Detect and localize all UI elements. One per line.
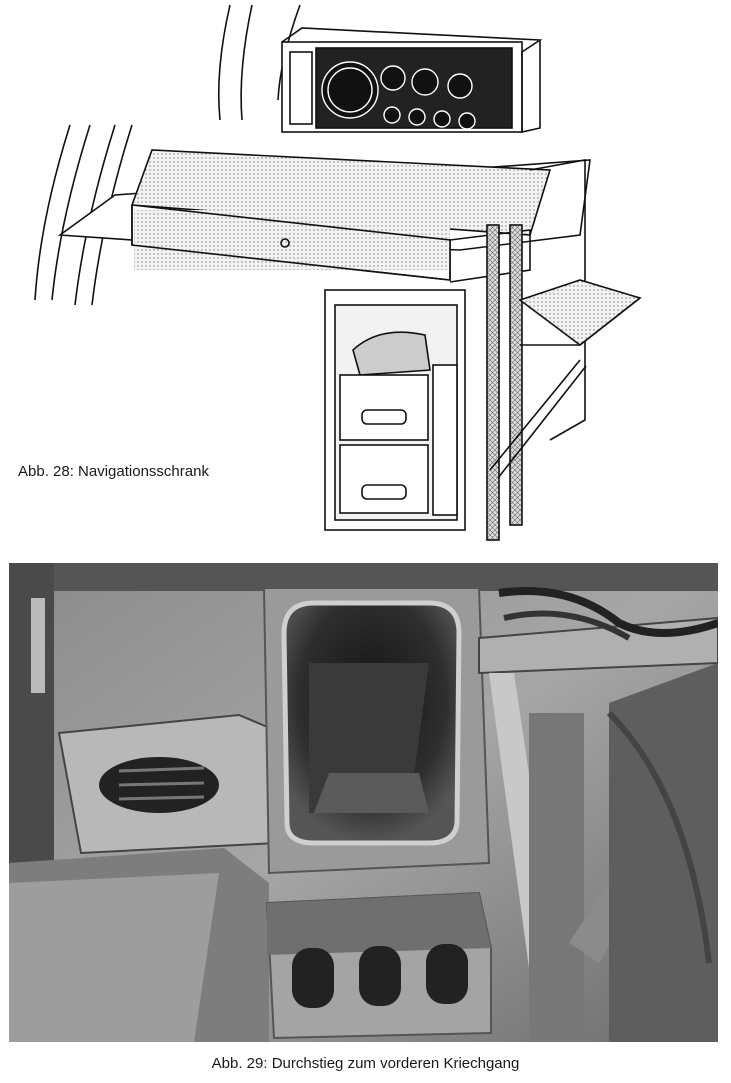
figure-29-caption: Abb. 29: Durchstieg zum vorderen Kriechgang	[211, 1055, 520, 1072]
crawlway-passage-photo	[9, 563, 718, 1042]
figure-28-caption: Abb. 28: Navigationsschrank	[18, 463, 209, 480]
